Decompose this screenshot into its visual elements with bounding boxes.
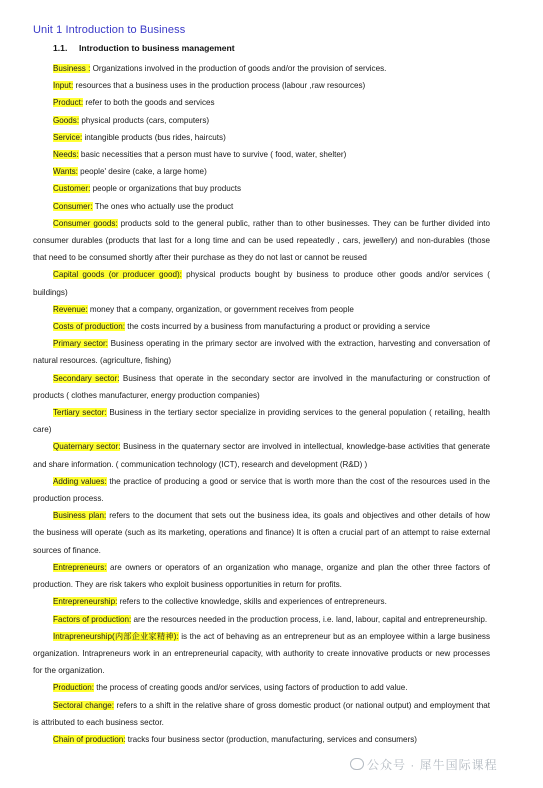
watermark-text: 公众号 · 犀牛国际课程 bbox=[367, 758, 498, 772]
definition-entry bbox=[33, 215, 490, 267]
definition-text: the costs incurred by a business from manufacturing a product or providing a service bbox=[124, 322, 430, 332]
definition-term: Input: bbox=[53, 81, 74, 91]
definition-entry bbox=[33, 180, 490, 197]
definition-entry bbox=[33, 112, 490, 129]
definition-term: Needs: bbox=[53, 150, 79, 160]
definition-text: refer to both the goods and services bbox=[83, 98, 215, 108]
definition-text: physical products bought by business to produce other goods and/or services ( buildings) bbox=[33, 270, 490, 297]
definition-term: Adding values: bbox=[53, 476, 107, 486]
definition-text: is the act of behaving as an entrepreneur but as an employee within a large business organization. Intrapreneurs work in an entrepreneurial capacity, with authority to create innovative products or new processes for the organization. bbox=[33, 631, 490, 676]
definition-text: are owners or operators of an organization who manage, organize and plan the other three factors of production. They are risk takers who exploit business opportunities in return for profits. bbox=[33, 562, 490, 590]
definition-entry bbox=[33, 370, 490, 404]
definition-entry bbox=[33, 129, 490, 146]
definition-text: the process of creating goods and/or services, using factors of production to add value. bbox=[93, 683, 408, 693]
definition-entry bbox=[33, 559, 490, 593]
definition-term: Product: bbox=[53, 98, 84, 108]
definition-entry bbox=[33, 301, 490, 318]
definition-term: Costs of production: bbox=[53, 322, 125, 332]
definition-entry bbox=[33, 473, 490, 507]
definition-entry bbox=[33, 146, 490, 163]
definition-entry bbox=[33, 77, 490, 94]
definition-entry bbox=[33, 731, 490, 748]
definition-text: Organizations involved in the production of goods and/or the provision of services. bbox=[90, 64, 387, 73]
definition-text: refers to a shift in the relative share of gross domestic product (or national output) and employment that is attributed to each business sector. bbox=[33, 700, 491, 727]
definition-text: The ones who actually use the product bbox=[92, 201, 234, 211]
definition-text: people or organizations that buy products bbox=[90, 184, 242, 194]
definition-entry bbox=[33, 60, 490, 77]
definition-text: Business that operate in the secondary sector are involved in the manufacturing or construction of products ( clothes manufacturer, energy production companies) bbox=[33, 373, 490, 400]
definition-text: tracks four business sector (production, manufacturing, services and consumers) bbox=[125, 734, 417, 744]
definition-term: Revenue: bbox=[53, 304, 88, 314]
definition-term: Goods: bbox=[53, 115, 80, 125]
definition-entry bbox=[33, 438, 490, 472]
definition-text: intangible products (bus rides, haircuts) bbox=[82, 132, 226, 142]
section-title: Introduction to business management bbox=[79, 43, 235, 53]
definition-term: Business : bbox=[53, 64, 91, 73]
definition-term: Quaternary sector: bbox=[53, 442, 121, 452]
definition-term: Intrapreneurship(内部企业家精神): bbox=[53, 631, 179, 641]
watermark bbox=[350, 756, 498, 773]
definition-text: Business in the tertiary sector specialize in providing services to the general population ( retailing, health care) bbox=[33, 408, 490, 435]
definition-entry bbox=[33, 679, 490, 696]
definition-term: Consumer goods: bbox=[53, 218, 118, 228]
unit-heading: Unit 1 Introduction to Business bbox=[33, 24, 186, 36]
definition-text: refers to the collective knowledge, skills and experiences of entrepreneurs. bbox=[117, 597, 387, 607]
definition-term: Consumer: bbox=[53, 201, 93, 211]
definition-entry bbox=[33, 507, 490, 559]
definition-text: Business in the quaternary sector are involved in intellectual, knowledge-base activities that generate and share information. ( communication technology (ICT), research and development (R&D) ) bbox=[33, 442, 491, 469]
definition-entry bbox=[33, 163, 490, 180]
definition-term: Service: bbox=[53, 132, 83, 142]
definition-term: Capital goods (or producer good): bbox=[53, 270, 182, 280]
definition-entry bbox=[33, 628, 490, 680]
definition-text: products sold to the general public, rather than to other businesses. They can be further divided into consumer durables (products that last for a long time and can be used repeatedly , cars, jewellery) and non-durables (those that need to be consumed shortly after their purchase as they do not last or cannot be reused bbox=[33, 218, 490, 263]
definition-entry bbox=[33, 266, 490, 300]
definition-text: money that a company, organization, or government receives from people bbox=[87, 304, 354, 314]
definition-term: Primary sector: bbox=[53, 339, 108, 349]
definition-term: Business plan: bbox=[53, 511, 107, 521]
definition-text: the practice of producing a good or service that is worth more than the cost of the resources used in the production process. bbox=[33, 476, 490, 504]
definition-term: Sectoral change: bbox=[53, 700, 114, 710]
definition-text: Business operating in the primary sector are involved with the extraction, harvesting and conversation of natural resources. (agriculture, fishing) bbox=[33, 339, 490, 366]
definition-entry bbox=[33, 611, 490, 628]
section-heading bbox=[53, 43, 235, 53]
definition-entry bbox=[33, 198, 490, 215]
definition-text: are the resources needed in the production process, i.e. land, labour, capital and entrepreneurship. bbox=[131, 614, 488, 624]
wechat-icon bbox=[350, 758, 364, 770]
definition-entry bbox=[33, 335, 490, 369]
definition-term: Secondary sector: bbox=[53, 373, 120, 383]
definition-entry bbox=[33, 697, 490, 731]
definition-term: Chain of production: bbox=[53, 734, 126, 744]
section-number: 1.1. bbox=[53, 43, 68, 53]
definition-term: Entrepreneurs: bbox=[53, 562, 107, 572]
definition-text: refers to the document that sets out the business idea, its goals and objectives and other details of how the business will operate (such as its marketing, operations and finance) It is often a crucial part of an attempt to raise external sources of finance. bbox=[33, 511, 490, 555]
definition-term: Factors of production: bbox=[53, 614, 132, 624]
definition-text: people' desire (cake, a large home) bbox=[77, 167, 207, 177]
definition-term: Entrepreneurship: bbox=[53, 597, 118, 607]
definition-text: physical products (cars, computers) bbox=[79, 115, 210, 125]
definition-text: resources that a business uses in the production process (labour ,raw resources) bbox=[73, 81, 366, 91]
definition-term: Wants: bbox=[53, 167, 78, 177]
definition-text: basic necessities that a person must have to survive ( food, water, shelter) bbox=[78, 150, 347, 160]
definition-entry bbox=[33, 404, 490, 438]
definitions-list bbox=[33, 60, 490, 748]
definition-entry bbox=[33, 94, 490, 111]
definition-term: Customer: bbox=[53, 184, 91, 194]
definition-entry bbox=[33, 318, 490, 335]
definition-entry bbox=[33, 593, 490, 610]
definition-term: Production: bbox=[53, 683, 94, 693]
definition-term: Tertiary sector: bbox=[53, 408, 107, 418]
